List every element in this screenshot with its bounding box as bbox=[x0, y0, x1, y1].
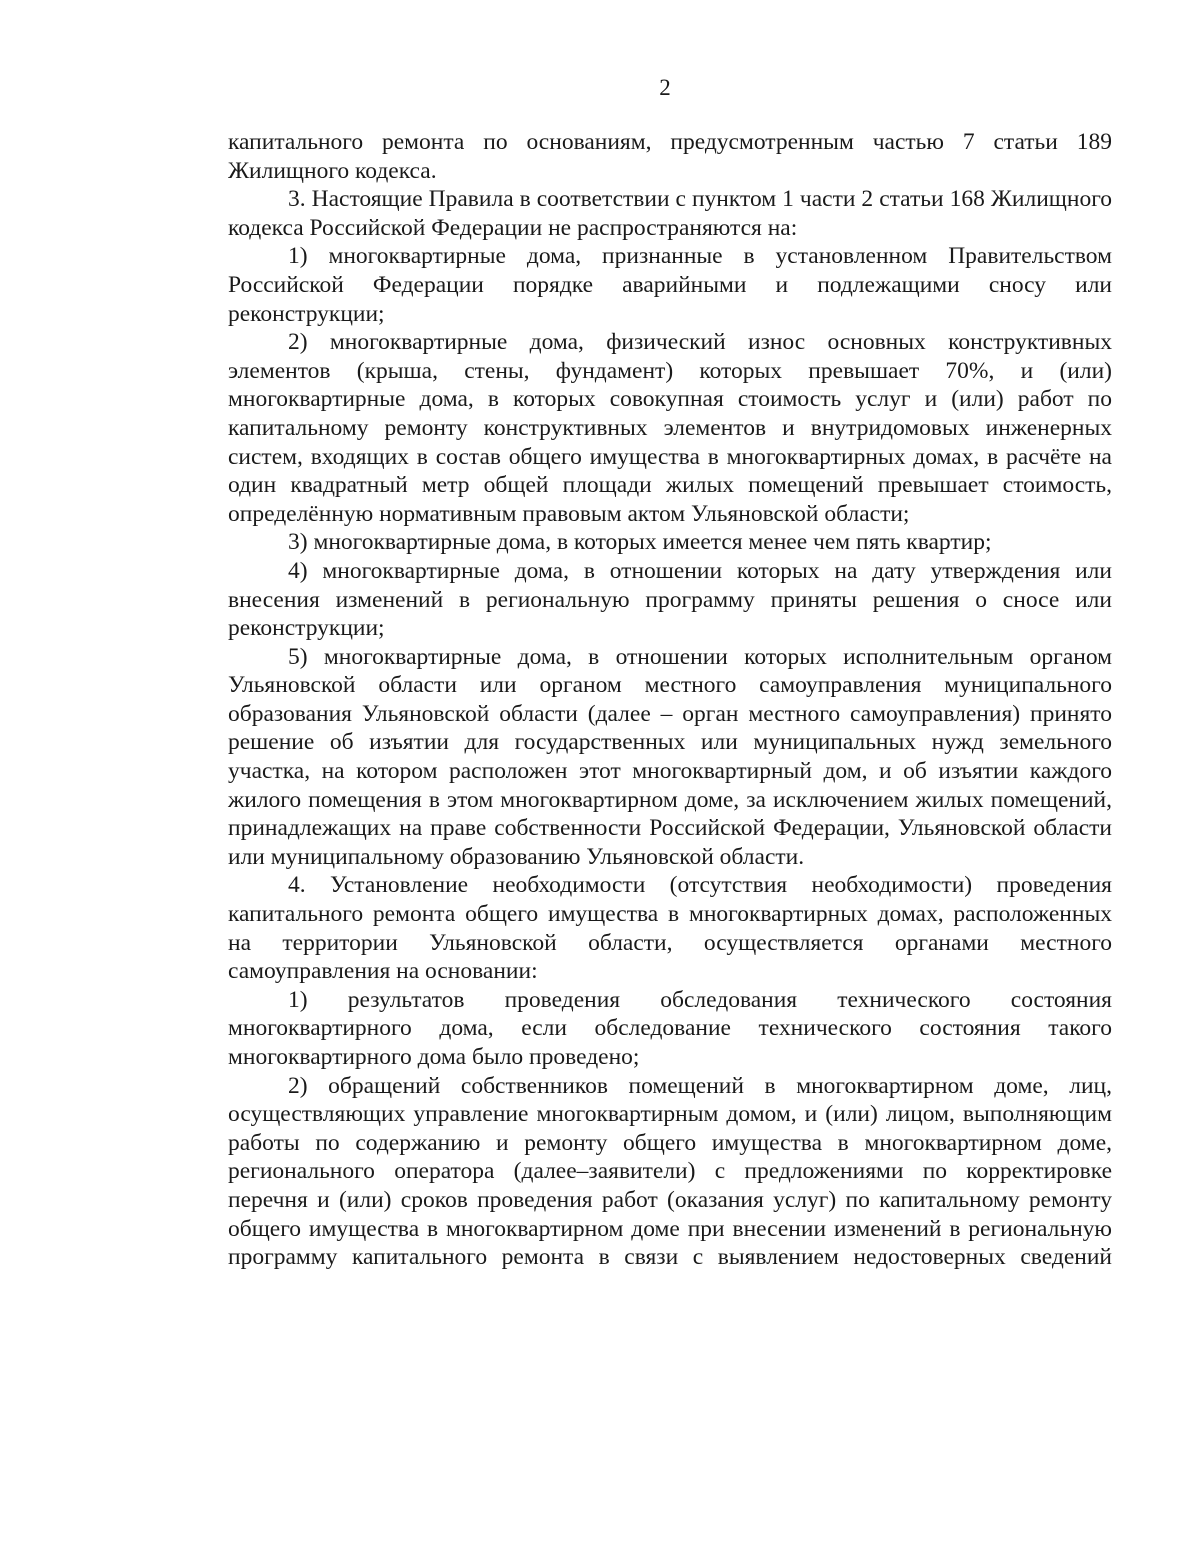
document-body bbox=[228, 128, 1112, 1272]
paragraph-subitem-3-4: 4) многоквартирные дома, в отношении которых на дату утверждения или внесения изменений в региональную программу приняты решения о сносе или реконструкции; bbox=[228, 557, 1112, 642]
paragraph-subitem-3-3: 3) многоквартирные дома, в которых имеется менее чем пять квартир; bbox=[288, 529, 992, 556]
paragraph-subitem-4-2: 2) обращений собственников помещений в многоквартирном доме, лиц, осуществляющих управление многоквартирным домом, и (или) лицом, выполняющим работы по содержанию и ремонту общего имущества в многоквартирном доме, регионального оператора (далее–заявители) с предложениями по корректировке перечня и (или) сроков проведения работ (оказания услуг) по капитальному ремонту общего имущества в многоквартирном доме при внесении изменений в региональную программу капитального ремонта в связи с выявлением недостоверных сведений bbox=[228, 1072, 1112, 1271]
page-number: 2 bbox=[659, 75, 671, 100]
paragraph-continuation: капитального ремонта по основаниям, предусмотренным частью 7 статьи 189 Жилищного кодекса. bbox=[228, 129, 1112, 184]
paragraph-item-3: 3. Настоящие Правила в соответствии с пунктом 1 части 2 статьи 168 Жилищного кодекса Российской Федерации не распространяются на: bbox=[228, 186, 1112, 241]
paragraph-subitem-4-1: 1) результатов проведения обследования технического состояния многоквартирного дома, если обследование технического состояния такого многоквартирного дома было проведено; bbox=[228, 986, 1112, 1070]
paragraph-subitem-3-2: 2) многоквартирные дома, физический износ основных конструктивных элементов (крыша, стены, фундамент) которых превышает 70%, и (или) многоквартирные дома, в которых совокупная стоимость услуг и (или) работ по капитальному ремонту конструктивных элементов и внутридомовых инженерных систем, входящих в состав общего имущества в многоквартирных домах, в расчёте на один квадратный метр общей площади жилых помещений превышает стоимость, определённую нормативным правовым актом Ульяновской области; bbox=[228, 329, 1112, 527]
paragraph-subitem-3-1: 1) многоквартирные дома, признанные в установленном Правительством Российской Федерации порядке аварийными и подлежащими сносу или реконструкции; bbox=[228, 243, 1112, 327]
paragraph-item-4: 4. Установление необходимости (отсутствия необходимости) проведения капитального ремонта общего имущества в многоквартирных домах, расположенных на территории Ульяновской области, осуществляется органами местного самоуправления на основании: bbox=[228, 872, 1112, 985]
paragraph-subitem-3-5: 5) многоквартирные дома, в отношении которых исполнительным органом Ульяновской области или органом местного самоуправления муниципального образования Ульяновской области (далее – орган местного самоуправления) принято решение об изъятии для государственных или муниципальных нужд земельного участка, на котором расположен этот многоквартирный дом, и об изъятии каждого жилого помещения в этом многоквартирном доме, за исключением жилых помещений, принадлежащих на праве собственности Российской Федерации, Ульяновской области или муниципальному образованию Ульяновской области. bbox=[228, 643, 1112, 870]
